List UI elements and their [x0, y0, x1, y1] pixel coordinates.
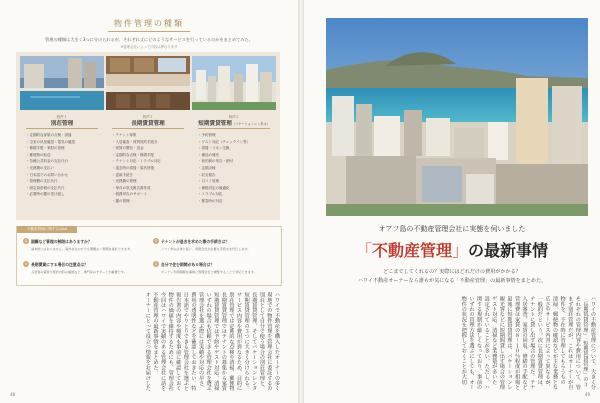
text-column: 不動産管理の最新事情をまとめた。: [152, 292, 159, 376]
list-item: ・ 各種公共料金の支払代行: [26, 158, 104, 165]
list-item: ・ 定期的な点検・修繕手配: [112, 152, 190, 159]
text-column: 別荘管理では定期的な点検や清掃、郵便物: [228, 292, 235, 391]
card-vacation-home: [20, 56, 104, 216]
text-column: まず別荘管理だが、これはオーナーが自: [567, 296, 574, 390]
intro-note: ※管理会社によって内容は異なります: [120, 45, 178, 49]
list-item: ・ 郵便物の転送: [26, 152, 104, 159]
card-short-term-rental: [192, 56, 276, 216]
text-column: サービス内容や費用が異なるため、目的に: [236, 292, 243, 391]
list-item: ・ 更新手続き: [112, 172, 190, 179]
answer-text: オーナー利用期間を事前に管理会社と調整することで対応できます。: [161, 270, 257, 274]
text-column: 現地での物件管理を管理会社に委託するの: [266, 292, 273, 391]
list-item: ・ 価格設定の最適化: [198, 185, 276, 192]
list-item: ・ 入居審査・賃貸契約手続き: [112, 139, 190, 146]
text-column: いずれの場合も信頼できる管理会社を選ぶ: [205, 292, 212, 391]
list-item: ・ 固定資産税の支払代行: [26, 185, 104, 192]
text-column: 短期賃貸管理では予約やゲスト対応、清掃: [213, 292, 220, 391]
question-marker: Q: [24, 262, 28, 266]
card-title: 長期賃貸管理: [131, 121, 165, 127]
list-item: ・ 空室の状況確認・電気の確認: [26, 139, 104, 146]
list-item: ・ 緊急時の対応: [198, 198, 276, 205]
list-item: ・ 光熱費の管理: [112, 178, 190, 185]
qa-label: 不動産管理に関するQ&A: [17, 226, 77, 233]
list-item: ・ 日本語でのお問い合わせ: [26, 172, 104, 179]
article-lede: [304, 268, 600, 285]
headline-bracket-open: 「: [355, 241, 372, 260]
text-column: 最後に短期賃貸管理は、バケーションレ: [506, 296, 513, 390]
text-column: 設定されていることが多い。ただし、ハ: [483, 296, 490, 390]
right-page: [304, 0, 600, 403]
text-column: 長期賃貸管理ではテナントの募集から家賃: [220, 292, 227, 391]
text-column: 物件の価値を維持するためにも、管理会社: [167, 292, 174, 391]
list-item: ・ 退去時の清掃・原状回復: [112, 165, 190, 172]
photo-kitchen: [106, 56, 190, 110]
card-long-term-rental: [106, 56, 190, 216]
question-marker: Q: [154, 262, 158, 266]
list-item: ・ 光熱費の支払い: [26, 165, 104, 172]
text-column: 一般的だという。次に長期賃貸管理は、: [536, 296, 543, 390]
list-item: ・ 鍵の管理: [112, 198, 190, 205]
answer-text: 入居者の審査や契約内容の確認など、専門家のサポートが重要です。: [31, 270, 127, 274]
left-page: [0, 0, 298, 403]
text-column: 入居審査、家賃の回収、修繕の手配など: [521, 296, 528, 390]
text-column: 別荘として自分で使う場合の別荘管理と、: [258, 292, 265, 391]
card-divider: [112, 128, 184, 129]
list-item: ・ 家賃の徴収・送金: [112, 145, 190, 152]
question-text: テナントが退去を求めた際の手続きは？: [161, 239, 230, 244]
list-item: ・ 宿泊税の申告・納付: [198, 158, 276, 165]
question-marker: Q: [24, 239, 28, 243]
list-item: ・ テナント募集: [112, 132, 190, 139]
card-category: 物件２: [142, 115, 154, 119]
article-headline: [304, 238, 600, 261]
list-item: ・ 備品の補充: [198, 152, 276, 159]
card-title: [192, 119, 276, 127]
card-category: 物件１: [56, 115, 68, 119]
photo-pool-condo: [20, 56, 104, 110]
list-item: ・ 収支報告: [198, 172, 276, 179]
text-column: 費用の透明性などを確認しておきたい。特: [190, 292, 197, 391]
page-title: 物件管理の種類: [114, 19, 184, 28]
article-kicker: オアフ島の不動産管理会社に実態を伺いました: [378, 225, 526, 233]
answer-text: 基本的にはありません。海外在住の方でも問題なく管理を委託できます。: [31, 247, 134, 251]
headline-keyword: 不動産管理: [371, 241, 452, 260]
text-column: 関する規制が厳しくなっており、事前の: [476, 296, 483, 390]
list-item: ・ 口コミ管理: [198, 178, 276, 185]
text-column: テナントに貸し出す場合の管理だ。テナ: [529, 296, 536, 390]
text-column: 物件を、不在時に管理してもらうもの: [559, 296, 566, 385]
question-marker: Q: [154, 239, 158, 243]
text-column: それぞれの管理内容や費用について、管: [574, 296, 581, 390]
page-number: 48: [10, 392, 16, 397]
lede-line: どこまでしてくれるの？実際にはどれだけの費用がかかる？: [383, 269, 521, 275]
card-title-main: 短期賃貸管理: [198, 121, 232, 127]
text-column: 今回はハワイで実績のある管理会社に話を: [160, 292, 167, 391]
text-column: 物件の状況を把握しておくことが大切: [460, 296, 467, 385]
card-category: 物件３: [228, 115, 240, 119]
text-column: 報告書の内容や頻度も事前に確認しておく: [175, 292, 182, 391]
text-column: ゲスト対応、清掃など業務量が多いた: [491, 296, 498, 385]
list-item: ・ 予約管理: [198, 132, 276, 139]
text-column: オーナーにとって役立つ情報をお届けした: [144, 292, 151, 391]
list-item: ・ 定期点検: [198, 165, 276, 172]
headline-suffix: の最新事情: [468, 241, 549, 260]
question-text: 自分で住む期間がある場合は？: [161, 262, 215, 267]
photo-city-view: [192, 56, 276, 110]
text-column: 短期賃貸管理の３つに大きく分けられる。: [243, 292, 250, 391]
list-item: ・ 税務申告のサポート: [112, 191, 190, 198]
hero-photo-honolulu: [326, 18, 588, 216]
text-column: いずれの管理方法を選ぶにしても、オー: [468, 296, 475, 390]
service-list: [112, 132, 190, 205]
management-types-panel: [16, 52, 280, 220]
card-title-sub: （バケーションレンタル）: [231, 122, 270, 126]
question-text: 国籍など管理の制限はありますか？: [31, 239, 92, 244]
list-item: ・ 管理費の支払代行: [26, 178, 104, 185]
text-column: 観光客などに短期間貸し出す場合の管理: [498, 296, 505, 390]
answer-text: ハワイ州の法律に従い、管理会社が必要な手続きを代行します。: [161, 247, 251, 251]
text-column: ハワイで不動産を購入したオーナーの多く: [274, 292, 280, 391]
list-item: ・ トラブル対応: [198, 191, 276, 198]
text-column: 清掃、郵便物の確認などが主な業務とな: [552, 296, 559, 390]
list-item: ・ テナント対応・トラブル対応: [112, 158, 190, 165]
right-body-text: [306, 296, 596, 392]
headline-bracket-close: 」: [452, 241, 469, 260]
left-body-text: [18, 292, 280, 394]
list-item: ・ 毎月の収支報告書作成: [112, 185, 190, 192]
card-title: 別荘管理: [50, 121, 74, 127]
text-column: 日本語でやりとりできる管理会社を選ぶと: [182, 292, 189, 391]
list-item: ・ 清掃・リネン交換: [198, 145, 276, 152]
service-list: [198, 132, 276, 205]
list-item: ・ ゲスト対応（チェックイン等）: [198, 139, 276, 146]
intro-text: 管理の種類は大きく3つに分けられるが、それぞれ丈にどのようなサービスを行っているのかをまとめてみた。: [45, 37, 253, 42]
card-divider: [198, 128, 270, 129]
text-column: 「長期賃貸管理」「短期賃貸管理」の３: [582, 296, 589, 387]
text-column: 長期賃貸管理、そしてバケーションレンタ: [251, 292, 258, 391]
text-column: 管理会社を選ぶ際には実績や対応の早さ、: [198, 292, 205, 391]
question-text: 長期賃貸にする場合の注意点は？: [31, 262, 88, 267]
title-underline: [108, 31, 190, 32]
list-item: ・ 必要時の鍵の受け渡し: [26, 191, 104, 198]
card-divider: [26, 128, 98, 129]
text-column: 広さやサービス内容によって異なるが、: [544, 296, 551, 390]
qa-panel: [16, 226, 282, 286]
page-number: 49: [584, 392, 590, 397]
service-list: [26, 132, 104, 198]
text-column: ハワイの不動産管理について、大きく分: [590, 296, 596, 390]
text-column: 管理費は家賃の８〜１０％程度が相場と: [514, 296, 521, 390]
lede-line: ハワイ不動産オーナーなら誰もが気になる「不動産管理」の最新事情をまとめた。: [357, 277, 547, 284]
list-item: ・ 定期的な部屋の点検・清掃: [26, 132, 104, 139]
list-item: ・ 修繕手配・家財の管理: [26, 145, 104, 152]
